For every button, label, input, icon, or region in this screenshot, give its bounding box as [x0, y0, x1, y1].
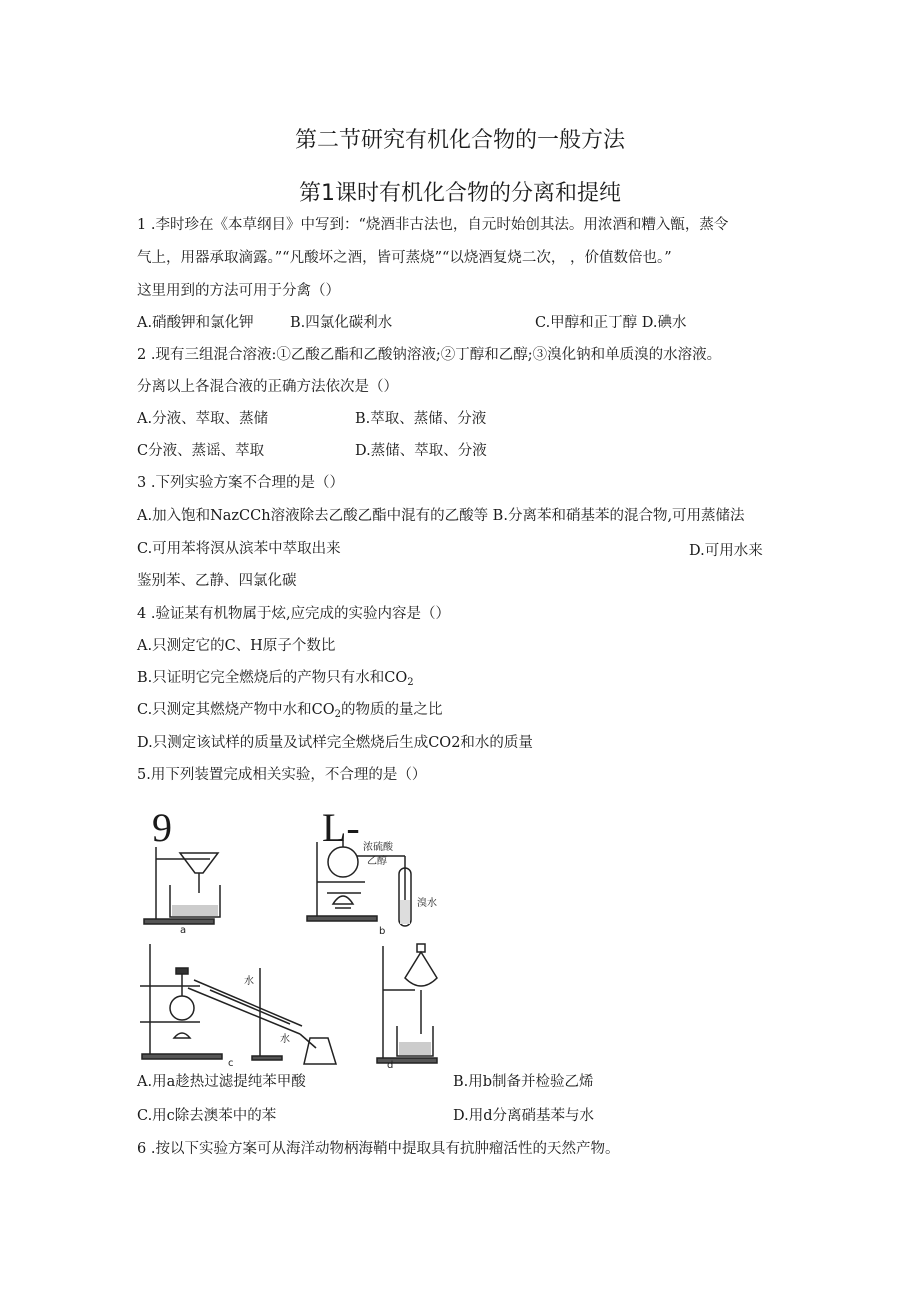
q5-option-c: C.用c除去澳苯中的苯 [137, 1108, 277, 1124]
q2-option-b: B.萃取、蒸储、分液 [355, 411, 487, 427]
figure-label-b: b [379, 926, 386, 937]
figure-reagent-line1: 浓硫酸 [363, 842, 393, 853]
q3-line1: 3 .下列实验方案不合理的是（） [137, 475, 344, 491]
page-title: 第二节研究有机化合物的一般方法 [294, 128, 625, 153]
figure-bromine-water: 溴水 [417, 898, 437, 909]
q5-mark-2: L- [322, 805, 360, 850]
q2-line1: 2 .现有三组混合溶液:①乙酸乙酯和乙酸钠溶液;②丁醇和乙醇;③溴化钠和单质溴的水溶液。 [137, 347, 722, 363]
q3-line3: C.可用苯将溟从滨苯中萃取出来 [137, 541, 341, 557]
q1-option-a: A.硝酸钾和氯化钾 [137, 315, 254, 331]
figure-label-a: a [180, 925, 187, 935]
apparatus-d-separation [375, 938, 455, 1070]
q2-option-d: D.蒸储、萃取、分液 [355, 443, 487, 459]
q3-line4: 鉴别苯、乙静、四氯化碳 [137, 573, 297, 589]
q5-option-a: A.用a趁热过滤提纯苯甲酸 [137, 1074, 306, 1090]
q2-line2: 分离以上各混合液的正确方法依次是（） [137, 379, 398, 395]
q2-option-a: A.分液、萃取、蒸储 [137, 411, 269, 427]
apparatus-b-ethylene [305, 838, 475, 938]
q4-option-c: C.只测定其燃烧产物中水和$CO_2$的物质的量之比 [137, 702, 443, 720]
figure-reagent-line2: 乙醇 [367, 856, 387, 867]
q5-option-b: B.用b制备并检验乙烯 [453, 1074, 594, 1090]
q1-line2: 气上，用器承取滴露。”“凡酸坏之酒，皆可蒸烧”“以烧酒复烧二次， ，价值数倍也。” [137, 250, 672, 266]
q5-mark-1: 9 [152, 805, 172, 850]
page-subtitle: 第1课时有机化合物的分离和提纯 [299, 181, 621, 206]
q5-line1: 5.用下列装置完成相关实验，不合理的是（） [137, 767, 427, 783]
q3-line3b: D.可用水来 [689, 543, 763, 559]
figure-label-c: c [228, 1058, 234, 1068]
q1-option-cd: C.甲醇和正丁醇 D.碘水 [535, 315, 687, 331]
figure-water-out: 水 [280, 1034, 290, 1045]
q6-line1: 6 .按以下实验方案可从海洋动物柄海鞘中提取具有抗肿瘤活性的天然产物。 [137, 1141, 620, 1157]
figure-label-d: d [387, 1060, 394, 1070]
q4-option-b: B.只证明它完全燃烧后的产物只有水和$CO_2$ [137, 670, 414, 688]
q1-option-b: B.四氯化碳利水 [290, 315, 393, 331]
q3-line2: A.加入饱和NazCCh溶液除去乙酸乙酯中混有的乙酸等 B.分离苯和硝基苯的混合物,可用蒸储法 [137, 508, 745, 524]
q4-option-d: D.只测定该试样的质量及试样完全燃烧后生成CO2和水的质量 [137, 735, 533, 751]
q2-option-c: C分液、蒸谣、萃取 [137, 443, 265, 459]
q4-line1: 4 .验证某有机物属于炫,应完成的实验内容是（） [137, 606, 451, 622]
apparatus-a-filtration [140, 845, 250, 935]
q5-option-d: D.用d分离硝基苯与水 [453, 1108, 594, 1124]
q1-line3: 这里用到的方法可用于分禽（） [137, 283, 340, 299]
apparatus-c-distillation [140, 938, 350, 1068]
q1-line1: 1 .李时珍在《本草纲目》中写到：“烧酒非古法也，自元时始创其法。用浓酒和糟入甑，蒸令 [137, 217, 729, 233]
q4-option-a: A.只测定它的C、H原子个数比 [137, 638, 336, 654]
figure-water-in: 水 [244, 976, 254, 987]
